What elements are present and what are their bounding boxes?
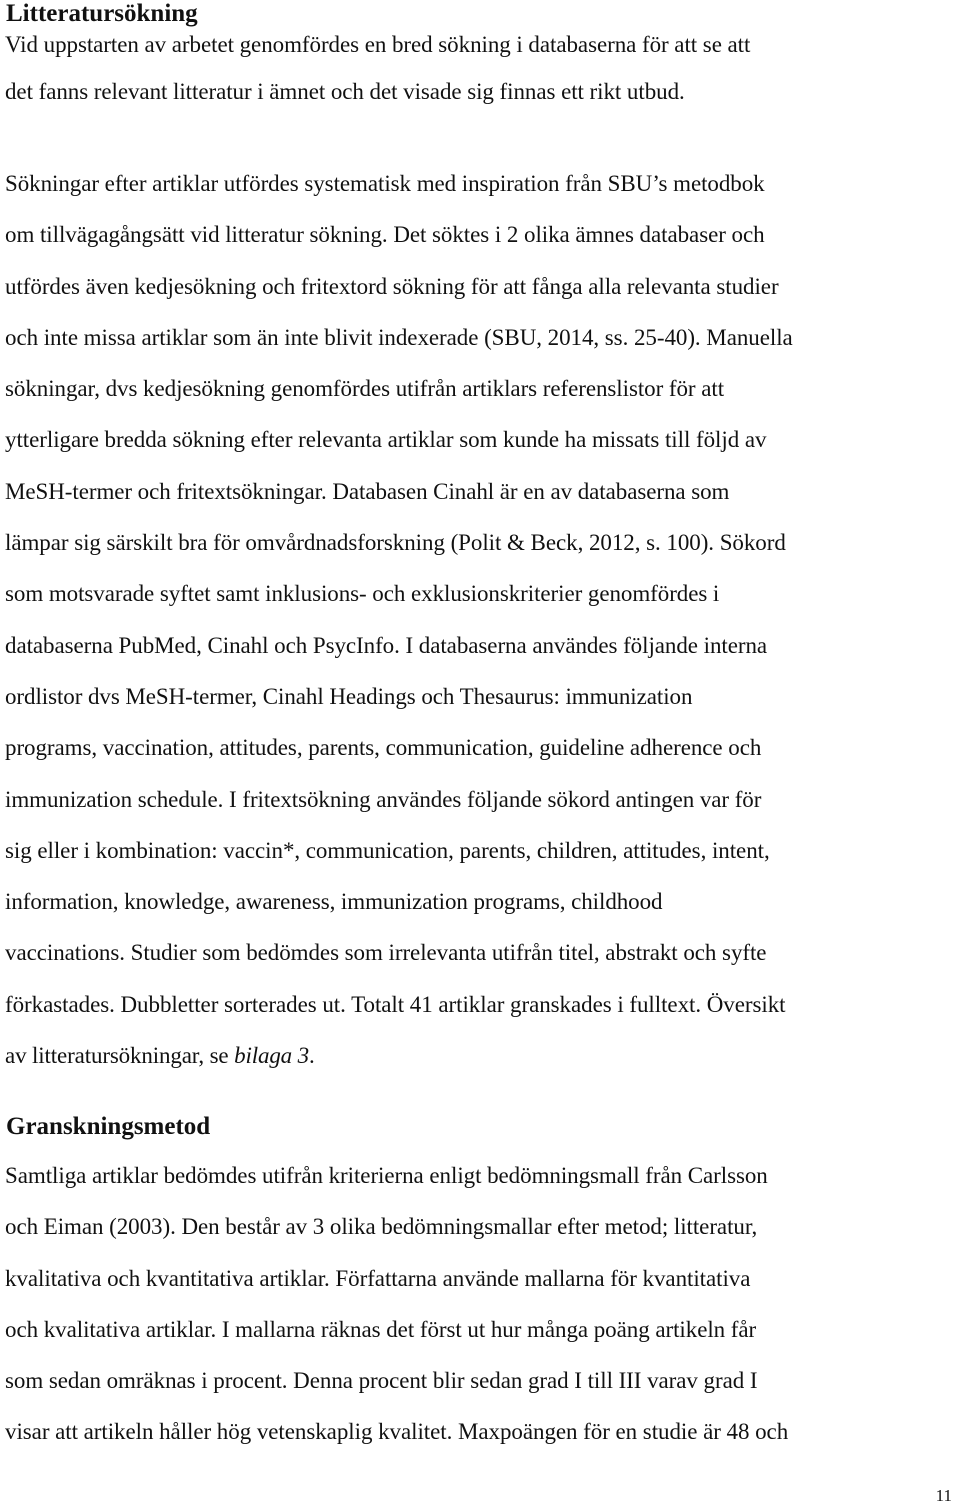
text-line: det fanns relevant litteratur i ämnet och det visade sig finnas ett rikt utbud. bbox=[5, 79, 685, 104]
text-line: Sökningar efter artiklar utfördes systematisk med inspiration från SBU’s metodbok bbox=[5, 171, 765, 196]
text-line: och Eiman (2003). Den består av 3 olika bedömningsmallar efter metod; litteratur, bbox=[5, 1214, 758, 1240]
text-line: sökningar, dvs kedjesökning genomfördes utifrån artiklars referenslistor för att bbox=[5, 376, 725, 402]
review-method-paragraph bbox=[5, 1150, 960, 1458]
text-line: som sedan omräknas i procent. Denna procent blir sedan grad I till III varav grad I bbox=[5, 1368, 758, 1394]
text-line: och kvalitativa artiklar. I mallarna räknas det först ut hur många poäng artikeln får bbox=[5, 1316, 757, 1342]
section-heading-litteratursokning: Litteratursökning bbox=[6, 0, 198, 27]
last-line-suffix: . bbox=[309, 1043, 315, 1069]
text-line: information, knowledge, awareness, immunization programs, childhood bbox=[5, 889, 663, 915]
text-line: vaccinations. Studier som bedömdes som irrelevanta utifrån titel, abstrakt och syfte bbox=[5, 940, 767, 966]
text-line: förkastades. Dubbletter sorterades ut. Totalt 41 artiklar granskades i fulltext. Översikt bbox=[5, 991, 786, 1017]
intro-paragraph bbox=[5, 21, 960, 115]
text-line: lämpar sig särskilt bra för omvårdnadsforskning (Polit & Beck, 2012, s. 100). Sökord bbox=[5, 530, 786, 556]
section-heading-granskningsmetod: Granskningsmetod bbox=[6, 1113, 211, 1140]
appendix-reference: bilaga 3 bbox=[234, 1043, 310, 1069]
last-line-prefix: av litteratursökningar, se bbox=[5, 1043, 235, 1069]
search-method-paragraph bbox=[5, 158, 960, 1081]
text-line: ytterligare bredda sökning efter relevanta artiklar som kunde ha missats till följd av bbox=[5, 427, 767, 453]
text-line: Vid uppstarten av arbetet genomfördes en bred sökning i databaserna för att se att bbox=[5, 32, 751, 57]
text-line: som motsvarade syftet samt inklusions- och exklusionskriterier genomfördes i bbox=[5, 581, 720, 607]
text-line: visar att artikeln håller hög vetenskaplig kvalitet. Maxpoängen för en studie är 48 och bbox=[5, 1419, 789, 1445]
text-line: immunization schedule. I fritextsökning användes följande sökord antingen var för bbox=[5, 786, 762, 812]
text-line: kvalitativa och kvantitativa artiklar. Författarna använde mallarna för kvantitativa bbox=[5, 1265, 751, 1291]
text-line: om tillvägagångsätt vid litteratur sökning. Det söktes i 2 olika ämnes databaser och bbox=[5, 222, 765, 248]
text-line: och inte missa artiklar som än inte blivit indexerade (SBU, 2014, ss. 25-40). Manuella bbox=[5, 324, 793, 350]
text-line: utfördes även kedjesökning och fritextord sökning för att fånga alla relevanta studier bbox=[5, 273, 779, 299]
text-line: databaserna PubMed, Cinahl och PsycInfo. I databaserna användes följande interna bbox=[5, 632, 768, 658]
text-line: Samtliga artiklar bedömdes utifrån kriterierna enligt bedömningsmall från Carlsson bbox=[5, 1163, 768, 1188]
page-number: 11 bbox=[935, 1486, 952, 1505]
text-line-last bbox=[5, 1030, 960, 1081]
text-line: sig eller i kombination: vaccin*, communication, parents, children, attitudes, intent, bbox=[5, 837, 770, 863]
text-line: programs, vaccination, attitudes, parents, communication, guideline adherence och bbox=[5, 735, 762, 761]
text-line: ordlistor dvs MeSH-termer, Cinahl Headings och Thesaurus: immunization bbox=[5, 683, 693, 709]
text-line: MeSH-termer och fritextsökningar. Databasen Cinahl är en av databaserna som bbox=[5, 478, 730, 504]
